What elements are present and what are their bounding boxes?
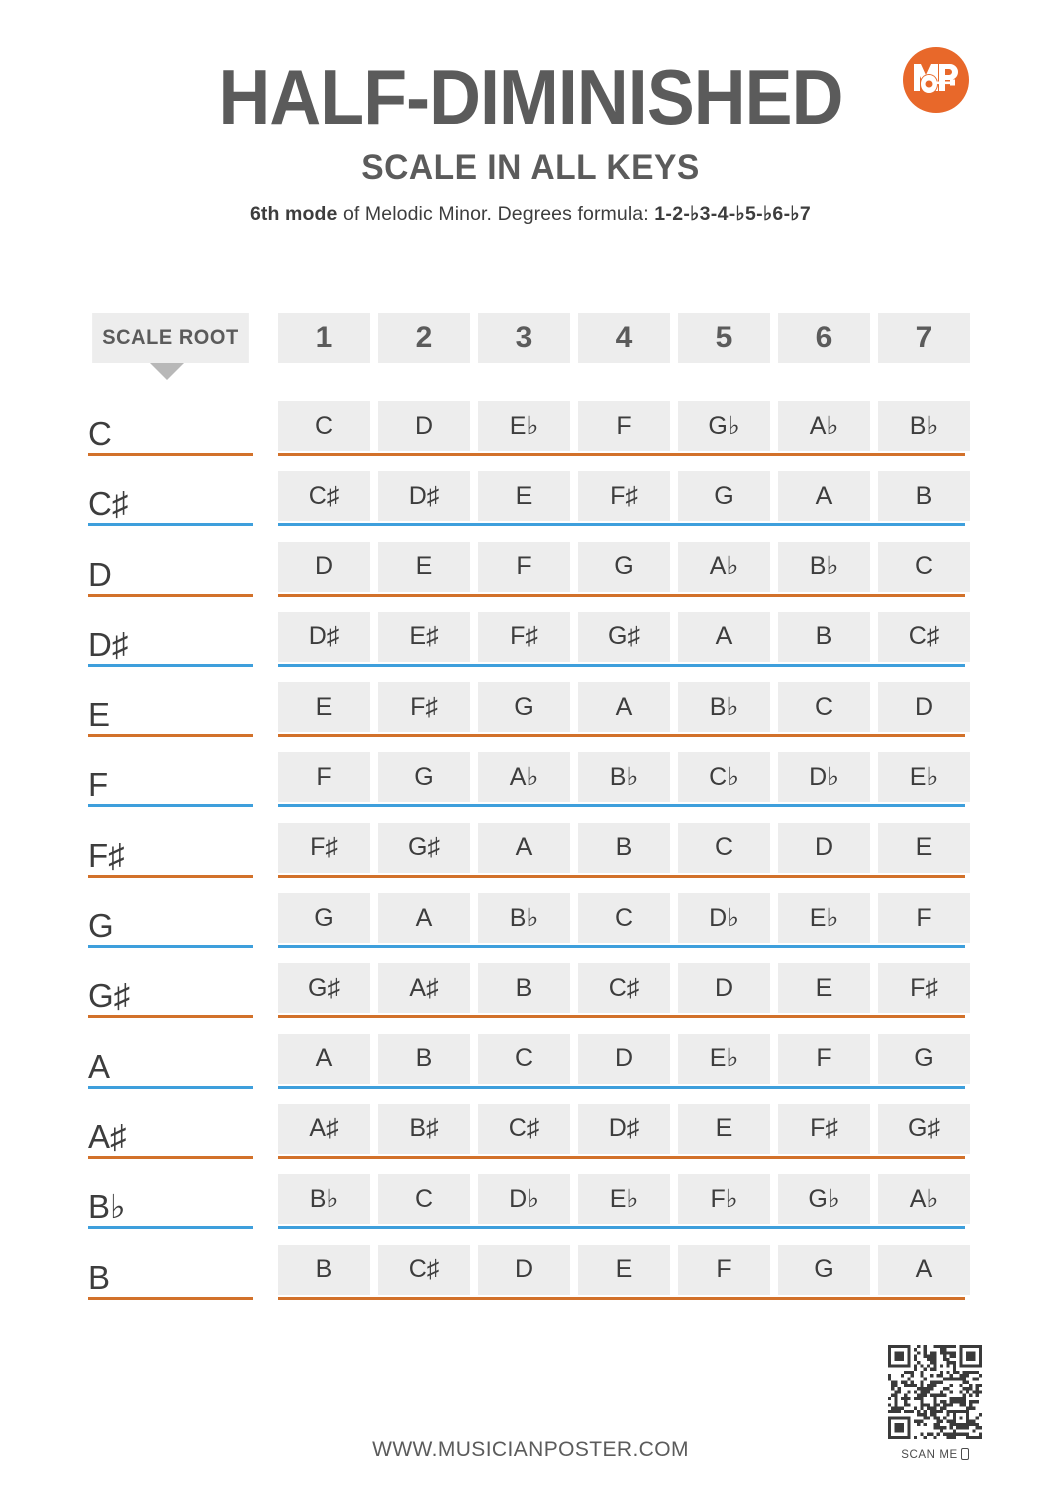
note-cell: D♭ — [678, 893, 770, 943]
note-cells — [278, 471, 973, 526]
row-accent-underline — [278, 594, 965, 597]
note-cell: C♯ — [278, 471, 370, 521]
row-accent-underline — [88, 1297, 253, 1300]
row-accent-underline — [278, 804, 965, 807]
qr-code-icon[interactable] — [888, 1345, 982, 1439]
note-cells — [278, 893, 973, 948]
note-cell: G — [678, 471, 770, 521]
row-accent-underline — [88, 1086, 253, 1089]
note-cell: F♯ — [778, 1104, 870, 1154]
note-cell: E♭ — [878, 752, 970, 802]
title-block — [0, 53, 1061, 226]
note-cell: E — [578, 1245, 670, 1295]
degree-header-4: 4 — [578, 313, 670, 363]
row-accent-underline — [88, 1226, 253, 1229]
scale-root-label: G — [88, 907, 114, 945]
note-cell: E — [478, 471, 570, 521]
note-cell: B♭ — [478, 893, 570, 943]
note-cell: G — [878, 1034, 970, 1084]
note-cell: B♭ — [678, 682, 770, 732]
scale-root-cell — [88, 893, 278, 948]
note-cell: E♭ — [678, 1034, 770, 1084]
note-cell: B — [578, 823, 670, 873]
row-accent-underline — [278, 523, 965, 526]
note-cell: B — [778, 612, 870, 662]
note-cell: F — [278, 752, 370, 802]
note-cell: C♯ — [378, 1245, 470, 1295]
note-cell: C♯ — [478, 1104, 570, 1154]
row-accent-underline — [278, 1156, 965, 1159]
note-cell: D — [678, 963, 770, 1013]
scale-root-cell — [88, 542, 278, 597]
row-accent-underline — [88, 1015, 253, 1018]
degree-header-3: 3 — [478, 313, 570, 363]
row-accent-underline — [278, 734, 965, 737]
note-cell: A♭ — [778, 401, 870, 451]
note-cell: F♯ — [478, 612, 570, 662]
note-cells — [278, 963, 973, 1018]
footer-url[interactable]: WWW.MUSICIANPOSTER.COM — [372, 1438, 689, 1461]
table-row — [88, 542, 973, 612]
scale-root-label: B♭ — [88, 1188, 126, 1226]
note-cell: B♯ — [378, 1104, 470, 1154]
triangle-down-icon — [150, 363, 184, 380]
note-cell: D♭ — [778, 752, 870, 802]
scale-root-label: F♯ — [88, 836, 125, 874]
note-cell: B♭ — [878, 401, 970, 451]
note-cell: G♯ — [878, 1104, 970, 1154]
row-accent-underline — [88, 453, 253, 456]
note-cell: D♭ — [478, 1174, 570, 1224]
note-cell: B — [378, 1034, 470, 1084]
note-cell: C — [678, 823, 770, 873]
note-cell: C♯ — [578, 963, 670, 1013]
note-cell: B♭ — [778, 542, 870, 592]
note-cells — [278, 401, 973, 456]
note-cell: B — [478, 963, 570, 1013]
table-row — [88, 823, 973, 893]
scale-root-label: E — [88, 696, 111, 734]
note-cells — [278, 542, 973, 597]
table-row — [88, 612, 973, 682]
row-accent-underline — [88, 594, 253, 597]
note-cell: E♭ — [778, 893, 870, 943]
note-cells — [278, 823, 973, 878]
row-accent-underline — [278, 1226, 965, 1229]
note-cell: G — [278, 893, 370, 943]
table-row — [88, 1034, 973, 1104]
note-cell: G♭ — [678, 401, 770, 451]
scale-root-cell — [88, 612, 278, 667]
note-cell: F♯ — [378, 682, 470, 732]
note-cell: C — [378, 1174, 470, 1224]
note-cell: G — [378, 752, 470, 802]
degree-header-7: 7 — [878, 313, 970, 363]
note-cell: D — [278, 542, 370, 592]
note-cell: F — [478, 542, 570, 592]
scale-root-header-label: SCALE ROOT — [92, 313, 249, 363]
note-cell: D — [478, 1245, 570, 1295]
scale-root-cell — [88, 471, 278, 526]
note-cell: C — [278, 401, 370, 451]
note-cell: B♭ — [278, 1174, 370, 1224]
table-row — [88, 401, 973, 471]
degree-header-1: 1 — [278, 313, 370, 363]
note-cell: A — [478, 823, 570, 873]
note-cells — [278, 682, 973, 737]
row-accent-underline — [88, 734, 253, 737]
scale-root-cell — [88, 1245, 278, 1300]
note-cell: F — [778, 1034, 870, 1084]
mode-label: 6th mode — [249, 202, 338, 225]
degrees-formula: 1-2-♭3-4-♭5-♭6-♭7 — [654, 202, 812, 225]
note-cell: G — [778, 1245, 870, 1295]
note-cell: C♯ — [878, 612, 970, 662]
note-cell: F♭ — [678, 1174, 770, 1224]
note-cell: A — [378, 893, 470, 943]
scale-root-label: B — [88, 1258, 111, 1296]
note-cell: A♭ — [878, 1174, 970, 1224]
note-cell: A — [778, 471, 870, 521]
scale-root-cell — [88, 1174, 278, 1229]
scale-root-label: D♯ — [88, 625, 129, 663]
scale-root-label: A — [88, 1047, 111, 1085]
page-title: HALF-DIMINISHED — [218, 53, 843, 141]
note-cell: G♯ — [578, 612, 670, 662]
note-cell: F♯ — [278, 823, 370, 873]
table-row — [88, 752, 973, 822]
row-accent-underline — [278, 875, 965, 878]
row-accent-underline — [278, 664, 965, 667]
note-cells — [278, 1104, 973, 1159]
table-row — [88, 1174, 973, 1244]
table-row — [88, 1104, 973, 1174]
note-cell: B — [278, 1245, 370, 1295]
note-cell: D — [378, 401, 470, 451]
note-cell: E — [878, 823, 970, 873]
note-cell: C — [778, 682, 870, 732]
note-cells — [278, 752, 973, 807]
note-cell: A♭ — [478, 752, 570, 802]
scale-root-label: F — [88, 766, 109, 804]
table-row — [88, 471, 973, 541]
scale-root-header — [88, 313, 278, 363]
row-accent-underline — [278, 453, 965, 456]
scale-root-cell — [88, 1034, 278, 1089]
degree-header-6: 6 — [778, 313, 870, 363]
table-row — [88, 893, 973, 963]
scale-root-label: D — [88, 555, 112, 593]
table-row — [88, 1245, 973, 1315]
note-cell: E — [678, 1104, 770, 1154]
row-accent-underline — [278, 1015, 965, 1018]
note-cells — [278, 1245, 973, 1300]
note-cell: G — [478, 682, 570, 732]
row-accent-underline — [278, 1297, 965, 1300]
note-cell: A♯ — [378, 963, 470, 1013]
note-cell: F♯ — [578, 471, 670, 521]
note-cell: B — [878, 471, 970, 521]
note-cell: D♯ — [578, 1104, 670, 1154]
note-cell: D♯ — [278, 612, 370, 662]
note-cell: A — [878, 1245, 970, 1295]
row-accent-underline — [88, 875, 253, 878]
row-accent-underline — [88, 664, 253, 667]
table-header-row — [88, 313, 973, 401]
scale-root-label: G♯ — [88, 977, 131, 1015]
note-cell: F — [578, 401, 670, 451]
scale-root-cell — [88, 823, 278, 878]
note-cell: C — [878, 542, 970, 592]
note-cell: F — [678, 1245, 770, 1295]
row-accent-underline — [88, 523, 253, 526]
note-cell: B♭ — [578, 752, 670, 802]
note-cell: E♭ — [578, 1174, 670, 1224]
note-cell: A — [578, 682, 670, 732]
note-cell: E — [778, 963, 870, 1013]
note-cells — [278, 1174, 973, 1229]
note-cell: C — [578, 893, 670, 943]
row-accent-underline — [88, 1156, 253, 1159]
scale-root-label: A♯ — [88, 1117, 127, 1155]
scale-root-cell — [88, 1104, 278, 1159]
degree-header-2: 2 — [378, 313, 470, 363]
scale-root-cell — [88, 401, 278, 456]
note-cells — [278, 1034, 973, 1089]
page-subtitle: SCALE IN ALL KEYS — [361, 147, 700, 187]
note-cell: G — [578, 542, 670, 592]
table-row — [88, 682, 973, 752]
scale-root-cell — [88, 682, 278, 737]
note-cell: D♯ — [378, 471, 470, 521]
note-cell: E — [278, 682, 370, 732]
degree-header-cells — [278, 313, 973, 363]
row-accent-underline — [278, 1086, 965, 1089]
row-accent-underline — [88, 945, 253, 948]
note-cell: F — [878, 893, 970, 943]
note-cell: A — [678, 612, 770, 662]
note-cells — [278, 612, 973, 667]
note-cell: D — [878, 682, 970, 732]
note-cell: C — [478, 1034, 570, 1084]
scale-root-label: C — [88, 415, 112, 452]
mode-description: of Melodic Minor. Degrees formula: — [337, 202, 655, 225]
note-cell: G♯ — [278, 963, 370, 1013]
scale-table — [88, 313, 973, 1315]
note-cell: A — [278, 1034, 370, 1084]
note-cell: E — [378, 542, 470, 592]
note-cell: E♯ — [378, 612, 470, 662]
note-cell: F♯ — [878, 963, 970, 1013]
note-cell: A♯ — [278, 1104, 370, 1154]
table-row — [88, 963, 973, 1033]
formula-description — [0, 202, 1061, 226]
scale-root-cell — [88, 963, 278, 1018]
note-cell: E♭ — [478, 401, 570, 451]
note-cell: A♭ — [678, 542, 770, 592]
note-cell: G♯ — [378, 823, 470, 873]
note-cell: D — [778, 823, 870, 873]
note-cell: D — [578, 1034, 670, 1084]
note-cell: G♭ — [778, 1174, 870, 1224]
scan-me-text: SCAN ME — [901, 1449, 958, 1461]
degree-header-5: 5 — [678, 313, 770, 363]
row-accent-underline — [88, 804, 253, 807]
scale-root-label: C♯ — [88, 485, 129, 523]
note-cell: C♭ — [678, 752, 770, 802]
scale-root-cell — [88, 752, 278, 807]
row-accent-underline — [278, 945, 965, 948]
